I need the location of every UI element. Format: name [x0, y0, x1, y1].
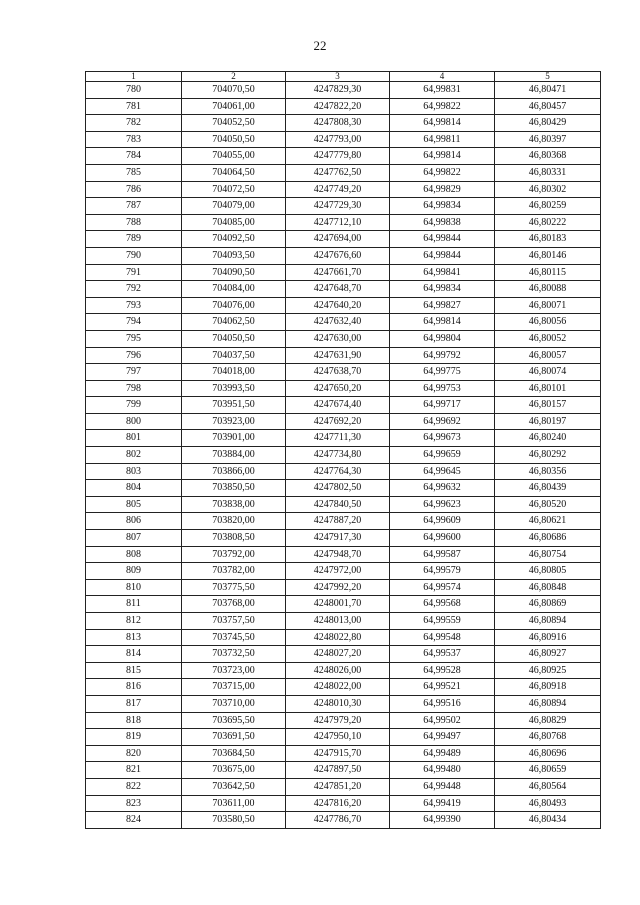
- point-number-cell: 788: [86, 214, 182, 231]
- table-row: [86, 530, 601, 547]
- y-coordinate-cell: 4247793,00: [286, 131, 390, 148]
- point-number-cell: 803: [86, 463, 182, 480]
- x-coordinate-cell: 704052,50: [182, 115, 286, 132]
- y-coordinate-cell: 4247897,50: [286, 762, 390, 779]
- point-number-cell: 819: [86, 729, 182, 746]
- point-number-cell: 823: [86, 795, 182, 812]
- longitude-cell: 64,99827: [390, 297, 495, 314]
- longitude-cell: 64,99587: [390, 546, 495, 563]
- latitude-cell: 46,80240: [495, 430, 601, 447]
- x-coordinate-cell: 703866,00: [182, 463, 286, 480]
- latitude-cell: 46,80927: [495, 646, 601, 663]
- longitude-cell: 64,99645: [390, 463, 495, 480]
- table-row: [86, 762, 601, 779]
- x-coordinate-cell: 704050,50: [182, 131, 286, 148]
- x-coordinate-cell: 703923,00: [182, 413, 286, 430]
- latitude-cell: 46,80493: [495, 795, 601, 812]
- latitude-cell: 46,80071: [495, 297, 601, 314]
- y-coordinate-cell: 4247917,30: [286, 530, 390, 547]
- column-header-3: 3: [286, 72, 390, 82]
- y-coordinate-cell: 4247712,10: [286, 214, 390, 231]
- longitude-cell: 64,99792: [390, 347, 495, 364]
- latitude-cell: 46,80918: [495, 679, 601, 696]
- x-coordinate-cell: 703757,50: [182, 613, 286, 630]
- table-row: [86, 330, 601, 347]
- point-number-cell: 805: [86, 496, 182, 513]
- x-coordinate-cell: 703745,50: [182, 629, 286, 646]
- point-number-cell: 793: [86, 297, 182, 314]
- y-coordinate-cell: 4247915,70: [286, 745, 390, 762]
- table-row: [86, 297, 601, 314]
- point-number-cell: 804: [86, 480, 182, 497]
- latitude-cell: 46,80259: [495, 198, 601, 215]
- table-row: [86, 778, 601, 795]
- latitude-cell: 46,80869: [495, 596, 601, 613]
- x-coordinate-cell: 703580,50: [182, 812, 286, 829]
- point-number-cell: 824: [86, 812, 182, 829]
- point-number-cell: 816: [86, 679, 182, 696]
- point-number-cell: 787: [86, 198, 182, 215]
- latitude-cell: 46,80696: [495, 745, 601, 762]
- longitude-cell: 64,99548: [390, 629, 495, 646]
- y-coordinate-cell: 4247631,90: [286, 347, 390, 364]
- latitude-cell: 46,80056: [495, 314, 601, 331]
- table-row: [86, 447, 601, 464]
- latitude-cell: 46,80916: [495, 629, 601, 646]
- table-row: [86, 480, 601, 497]
- x-coordinate-cell: 703710,00: [182, 695, 286, 712]
- longitude-cell: 64,99717: [390, 397, 495, 414]
- point-number-cell: 790: [86, 247, 182, 264]
- x-coordinate-cell: 704070,50: [182, 82, 286, 99]
- latitude-cell: 46,80183: [495, 231, 601, 248]
- longitude-cell: 64,99480: [390, 762, 495, 779]
- longitude-cell: 64,99841: [390, 264, 495, 281]
- latitude-cell: 46,80805: [495, 563, 601, 580]
- latitude-cell: 46,80621: [495, 513, 601, 530]
- latitude-cell: 46,80768: [495, 729, 601, 746]
- latitude-cell: 46,80434: [495, 812, 601, 829]
- y-coordinate-cell: 4247711,30: [286, 430, 390, 447]
- longitude-cell: 64,99574: [390, 579, 495, 596]
- latitude-cell: 46,80115: [495, 264, 601, 281]
- point-number-cell: 809: [86, 563, 182, 580]
- x-coordinate-cell: 703782,00: [182, 563, 286, 580]
- x-coordinate-cell: 703684,50: [182, 745, 286, 762]
- longitude-cell: 64,99829: [390, 181, 495, 198]
- latitude-cell: 46,80686: [495, 530, 601, 547]
- y-coordinate-cell: 4247676,60: [286, 247, 390, 264]
- table-row: [86, 364, 601, 381]
- y-coordinate-cell: 4247779,80: [286, 148, 390, 165]
- table-row: [86, 812, 601, 829]
- longitude-cell: 64,99659: [390, 447, 495, 464]
- y-coordinate-cell: 4247887,20: [286, 513, 390, 530]
- longitude-cell: 64,99753: [390, 380, 495, 397]
- y-coordinate-cell: 4247822,20: [286, 98, 390, 115]
- longitude-cell: 64,99609: [390, 513, 495, 530]
- latitude-cell: 46,80197: [495, 413, 601, 430]
- table-row: [86, 795, 601, 812]
- table-row: [86, 596, 601, 613]
- x-coordinate-cell: 704064,50: [182, 164, 286, 181]
- point-number-cell: 797: [86, 364, 182, 381]
- longitude-cell: 64,99448: [390, 778, 495, 795]
- latitude-cell: 46,80157: [495, 397, 601, 414]
- point-number-cell: 795: [86, 330, 182, 347]
- table-row: [86, 380, 601, 397]
- x-coordinate-cell: 704055,00: [182, 148, 286, 165]
- table-row: [86, 214, 601, 231]
- longitude-cell: 64,99497: [390, 729, 495, 746]
- table-header: [86, 72, 601, 82]
- y-coordinate-cell: 4247992,20: [286, 579, 390, 596]
- latitude-cell: 46,80829: [495, 712, 601, 729]
- y-coordinate-cell: 4248022,00: [286, 679, 390, 696]
- column-header-5: 5: [495, 72, 601, 82]
- longitude-cell: 64,99568: [390, 596, 495, 613]
- table-body: [86, 82, 601, 829]
- y-coordinate-cell: 4247692,20: [286, 413, 390, 430]
- y-coordinate-cell: 4248026,00: [286, 662, 390, 679]
- longitude-cell: 64,99516: [390, 695, 495, 712]
- longitude-cell: 64,99834: [390, 281, 495, 298]
- latitude-cell: 46,80397: [495, 131, 601, 148]
- point-number-cell: 821: [86, 762, 182, 779]
- table-row: [86, 131, 601, 148]
- x-coordinate-cell: 704018,00: [182, 364, 286, 381]
- latitude-cell: 46,80659: [495, 762, 601, 779]
- x-coordinate-cell: 703808,50: [182, 530, 286, 547]
- point-number-cell: 814: [86, 646, 182, 663]
- table-row: [86, 629, 601, 646]
- point-number-cell: 783: [86, 131, 182, 148]
- point-number-cell: 791: [86, 264, 182, 281]
- x-coordinate-cell: 703775,50: [182, 579, 286, 596]
- longitude-cell: 64,99528: [390, 662, 495, 679]
- table-row: [86, 347, 601, 364]
- point-number-cell: 792: [86, 281, 182, 298]
- column-header-1: 1: [86, 72, 182, 82]
- x-coordinate-cell: 704037,50: [182, 347, 286, 364]
- table-row: [86, 198, 601, 215]
- x-coordinate-cell: 703642,50: [182, 778, 286, 795]
- longitude-cell: 64,99600: [390, 530, 495, 547]
- point-number-cell: 799: [86, 397, 182, 414]
- header-row: [86, 72, 601, 82]
- y-coordinate-cell: 4247650,20: [286, 380, 390, 397]
- y-coordinate-cell: 4247851,20: [286, 778, 390, 795]
- table-row: [86, 646, 601, 663]
- y-coordinate-cell: 4247674,40: [286, 397, 390, 414]
- point-number-cell: 806: [86, 513, 182, 530]
- latitude-cell: 46,80331: [495, 164, 601, 181]
- point-number-cell: 782: [86, 115, 182, 132]
- point-number-cell: 785: [86, 164, 182, 181]
- table-row: [86, 115, 601, 132]
- y-coordinate-cell: 4248022,80: [286, 629, 390, 646]
- latitude-cell: 46,80894: [495, 613, 601, 630]
- y-coordinate-cell: 4247640,20: [286, 297, 390, 314]
- table-row: [86, 513, 601, 530]
- latitude-cell: 46,80457: [495, 98, 601, 115]
- table-row: [86, 729, 601, 746]
- longitude-cell: 64,99537: [390, 646, 495, 663]
- y-coordinate-cell: 4247829,30: [286, 82, 390, 99]
- x-coordinate-cell: 703850,50: [182, 480, 286, 497]
- y-coordinate-cell: 4247638,70: [286, 364, 390, 381]
- x-coordinate-cell: 703695,50: [182, 712, 286, 729]
- latitude-cell: 46,80222: [495, 214, 601, 231]
- longitude-cell: 64,99814: [390, 148, 495, 165]
- x-coordinate-cell: 704085,00: [182, 214, 286, 231]
- x-coordinate-cell: 704076,00: [182, 297, 286, 314]
- longitude-cell: 64,99502: [390, 712, 495, 729]
- table-row: [86, 281, 601, 298]
- point-number-cell: 815: [86, 662, 182, 679]
- latitude-cell: 46,80848: [495, 579, 601, 596]
- longitude-cell: 64,99844: [390, 247, 495, 264]
- x-coordinate-cell: 704084,00: [182, 281, 286, 298]
- point-number-cell: 817: [86, 695, 182, 712]
- table-row: [86, 231, 601, 248]
- table-row: [86, 695, 601, 712]
- x-coordinate-cell: 703951,50: [182, 397, 286, 414]
- table-row: [86, 745, 601, 762]
- y-coordinate-cell: 4247786,70: [286, 812, 390, 829]
- point-number-cell: 812: [86, 613, 182, 630]
- x-coordinate-cell: 703792,00: [182, 546, 286, 563]
- longitude-cell: 64,99579: [390, 563, 495, 580]
- point-number-cell: 786: [86, 181, 182, 198]
- point-number-cell: 801: [86, 430, 182, 447]
- y-coordinate-cell: 4248010,30: [286, 695, 390, 712]
- table-row: [86, 397, 601, 414]
- y-coordinate-cell: 4247762,50: [286, 164, 390, 181]
- longitude-cell: 64,99834: [390, 198, 495, 215]
- x-coordinate-cell: 703901,00: [182, 430, 286, 447]
- x-coordinate-cell: 703715,00: [182, 679, 286, 696]
- longitude-cell: 64,99831: [390, 82, 495, 99]
- point-number-cell: 811: [86, 596, 182, 613]
- y-coordinate-cell: 4247749,20: [286, 181, 390, 198]
- latitude-cell: 46,80356: [495, 463, 601, 480]
- point-number-cell: 780: [86, 82, 182, 99]
- y-coordinate-cell: 4248001,70: [286, 596, 390, 613]
- x-coordinate-cell: 704050,50: [182, 330, 286, 347]
- point-number-cell: 784: [86, 148, 182, 165]
- y-coordinate-cell: 4247630,00: [286, 330, 390, 347]
- y-coordinate-cell: 4247950,10: [286, 729, 390, 746]
- table-row: [86, 563, 601, 580]
- point-number-cell: 789: [86, 231, 182, 248]
- latitude-cell: 46,80520: [495, 496, 601, 513]
- latitude-cell: 46,80368: [495, 148, 601, 165]
- y-coordinate-cell: 4247661,70: [286, 264, 390, 281]
- latitude-cell: 46,80052: [495, 330, 601, 347]
- longitude-cell: 64,99692: [390, 413, 495, 430]
- point-number-cell: 818: [86, 712, 182, 729]
- point-number-cell: 802: [86, 447, 182, 464]
- longitude-cell: 64,99521: [390, 679, 495, 696]
- point-number-cell: 800: [86, 413, 182, 430]
- latitude-cell: 46,80101: [495, 380, 601, 397]
- longitude-cell: 64,99814: [390, 115, 495, 132]
- y-coordinate-cell: 4247694,00: [286, 231, 390, 248]
- table-row: [86, 98, 601, 115]
- latitude-cell: 46,80925: [495, 662, 601, 679]
- table-row: [86, 463, 601, 480]
- table-row: [86, 314, 601, 331]
- y-coordinate-cell: 4247948,70: [286, 546, 390, 563]
- y-coordinate-cell: 4248013,00: [286, 613, 390, 630]
- point-number-cell: 798: [86, 380, 182, 397]
- y-coordinate-cell: 4247734,80: [286, 447, 390, 464]
- column-header-2: 2: [182, 72, 286, 82]
- latitude-cell: 46,80292: [495, 447, 601, 464]
- y-coordinate-cell: 4247808,30: [286, 115, 390, 132]
- latitude-cell: 46,80471: [495, 82, 601, 99]
- longitude-cell: 64,99838: [390, 214, 495, 231]
- y-coordinate-cell: 4247764,30: [286, 463, 390, 480]
- x-coordinate-cell: 703723,00: [182, 662, 286, 679]
- page-number: 22: [313, 38, 327, 53]
- table-row: [86, 82, 601, 99]
- x-coordinate-cell: 703675,00: [182, 762, 286, 779]
- x-coordinate-cell: 703691,50: [182, 729, 286, 746]
- table-row: [86, 712, 601, 729]
- table-row: [86, 247, 601, 264]
- x-coordinate-cell: 703611,00: [182, 795, 286, 812]
- point-number-cell: 808: [86, 546, 182, 563]
- x-coordinate-cell: 704061,00: [182, 98, 286, 115]
- latitude-cell: 46,80564: [495, 778, 601, 795]
- longitude-cell: 64,99489: [390, 745, 495, 762]
- longitude-cell: 64,99814: [390, 314, 495, 331]
- point-number-cell: 796: [86, 347, 182, 364]
- x-coordinate-cell: 703884,00: [182, 447, 286, 464]
- table-row: [86, 148, 601, 165]
- y-coordinate-cell: 4247816,20: [286, 795, 390, 812]
- longitude-cell: 64,99822: [390, 164, 495, 181]
- longitude-cell: 64,99419: [390, 795, 495, 812]
- y-coordinate-cell: 4248027,20: [286, 646, 390, 663]
- table-row: [86, 662, 601, 679]
- longitude-cell: 64,99844: [390, 231, 495, 248]
- point-number-cell: 822: [86, 778, 182, 795]
- x-coordinate-cell: 704093,50: [182, 247, 286, 264]
- table-row: [86, 181, 601, 198]
- longitude-cell: 64,99623: [390, 496, 495, 513]
- y-coordinate-cell: 4247972,00: [286, 563, 390, 580]
- latitude-cell: 46,80057: [495, 347, 601, 364]
- x-coordinate-cell: 703820,00: [182, 513, 286, 530]
- y-coordinate-cell: 4247979,20: [286, 712, 390, 729]
- latitude-cell: 46,80074: [495, 364, 601, 381]
- table-row: [86, 613, 601, 630]
- point-number-cell: 807: [86, 530, 182, 547]
- table-row: [86, 264, 601, 281]
- point-number-cell: 781: [86, 98, 182, 115]
- longitude-cell: 64,99559: [390, 613, 495, 630]
- column-header-4: 4: [390, 72, 495, 82]
- x-coordinate-cell: 703838,00: [182, 496, 286, 513]
- x-coordinate-cell: 703732,50: [182, 646, 286, 663]
- y-coordinate-cell: 4247632,40: [286, 314, 390, 331]
- latitude-cell: 46,80439: [495, 480, 601, 497]
- longitude-cell: 64,99673: [390, 430, 495, 447]
- x-coordinate-cell: 703993,50: [182, 380, 286, 397]
- y-coordinate-cell: 4247648,70: [286, 281, 390, 298]
- table-row: [86, 579, 601, 596]
- table-row: [86, 164, 601, 181]
- y-coordinate-cell: 4247840,50: [286, 496, 390, 513]
- latitude-cell: 46,80302: [495, 181, 601, 198]
- x-coordinate-cell: 704092,50: [182, 231, 286, 248]
- coordinates-table: [85, 71, 601, 829]
- y-coordinate-cell: 4247802,50: [286, 480, 390, 497]
- x-coordinate-cell: 704079,00: [182, 198, 286, 215]
- table-row: [86, 413, 601, 430]
- longitude-cell: 64,99632: [390, 480, 495, 497]
- point-number-cell: 810: [86, 579, 182, 596]
- x-coordinate-cell: 704072,50: [182, 181, 286, 198]
- point-number-cell: 820: [86, 745, 182, 762]
- longitude-cell: 64,99822: [390, 98, 495, 115]
- x-coordinate-cell: 703768,00: [182, 596, 286, 613]
- latitude-cell: 46,80754: [495, 546, 601, 563]
- point-number-cell: 794: [86, 314, 182, 331]
- latitude-cell: 46,80146: [495, 247, 601, 264]
- longitude-cell: 64,99804: [390, 330, 495, 347]
- y-coordinate-cell: 4247729,30: [286, 198, 390, 215]
- table-row: [86, 679, 601, 696]
- longitude-cell: 64,99811: [390, 131, 495, 148]
- x-coordinate-cell: 704062,50: [182, 314, 286, 331]
- table-row: [86, 430, 601, 447]
- latitude-cell: 46,80088: [495, 281, 601, 298]
- longitude-cell: 64,99775: [390, 364, 495, 381]
- table-row: [86, 496, 601, 513]
- point-number-cell: 813: [86, 629, 182, 646]
- x-coordinate-cell: 704090,50: [182, 264, 286, 281]
- longitude-cell: 64,99390: [390, 812, 495, 829]
- latitude-cell: 46,80894: [495, 695, 601, 712]
- table-row: [86, 546, 601, 563]
- latitude-cell: 46,80429: [495, 115, 601, 132]
